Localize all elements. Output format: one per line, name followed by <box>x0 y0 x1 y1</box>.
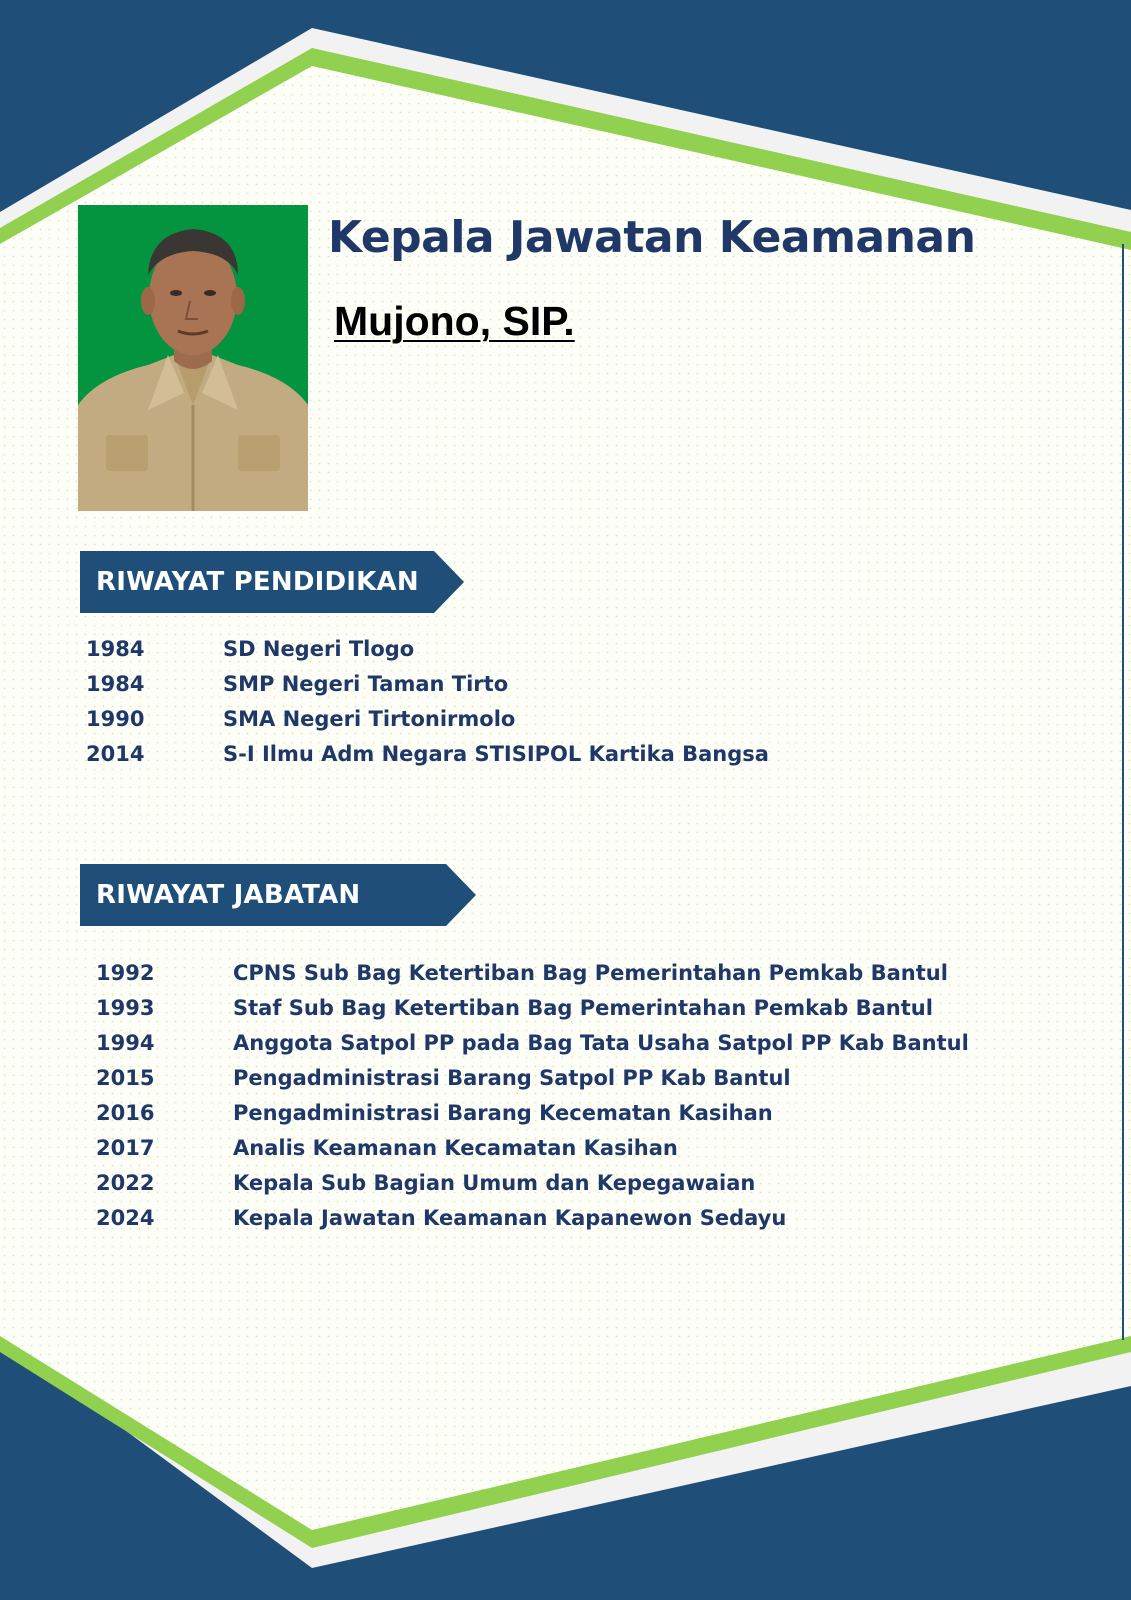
position-year: 2016 <box>96 1101 155 1125</box>
list-item <box>86 702 769 737</box>
education-school: SMP Negeri Taman Tirto <box>223 672 509 696</box>
position-title: Kepala Jawatan Keamanan Kapanewon Sedayu <box>233 1206 787 1230</box>
list-item <box>86 737 769 772</box>
education-heading-banner <box>80 551 464 613</box>
list-item <box>96 1131 969 1166</box>
position-title: CPNS Sub Bag Ketertiban Bag Pemerintahan Pemkab Bantul <box>233 961 948 985</box>
position-year: 1994 <box>96 1031 155 1055</box>
education-year: 2014 <box>86 742 145 766</box>
education-heading: RIWAYAT PENDIDIKAN <box>96 567 419 597</box>
list-item <box>86 632 769 667</box>
position-year: 2024 <box>96 1206 155 1230</box>
list-item <box>96 1026 969 1061</box>
position-title: Anggota Satpol PP pada Bag Tata Usaha Satpol PP Kab Bantul <box>233 1031 969 1055</box>
education-year: 1984 <box>86 637 145 661</box>
list-item <box>96 1201 969 1236</box>
list-item <box>96 956 969 991</box>
list-item <box>96 1096 969 1131</box>
position-year: 1992 <box>96 961 155 985</box>
page-title: Kepala Jawatan Keamanan <box>328 212 976 263</box>
education-school: SD Negeri Tlogo <box>223 637 415 661</box>
education-school: S-I Ilmu Adm Negara STISIPOL Kartika Bangsa <box>223 742 769 766</box>
list-item <box>86 667 769 702</box>
position-title: Staf Sub Bag Ketertiban Bag Pemerintahan Pemkab Bantul <box>233 996 933 1020</box>
position-title: Analis Keamanan Kecamatan Kasihan <box>233 1136 678 1160</box>
position-title: Pengadministrasi Barang Kecematan Kasihan <box>233 1101 773 1125</box>
education-year: 1984 <box>86 672 145 696</box>
position-year: 1993 <box>96 996 155 1020</box>
person-name: Mujono, SIP. <box>334 298 575 344</box>
list-item <box>96 1166 969 1201</box>
education-year: 1990 <box>86 707 145 731</box>
positions-heading: RIWAYAT JABATAN <box>96 880 361 910</box>
position-year: 2017 <box>96 1136 155 1160</box>
position-year: 2015 <box>96 1066 155 1090</box>
education-list <box>86 632 769 772</box>
position-title: Kepala Sub Bagian Umum dan Kepegawaian <box>233 1171 756 1195</box>
person-portrait-icon <box>78 205 308 511</box>
education-school: SMA Negeri Tirtonirmolo <box>223 707 516 731</box>
list-item <box>96 991 969 1026</box>
list-item <box>96 1061 969 1096</box>
position-year: 2022 <box>96 1171 155 1195</box>
position-title: Pengadministrasi Barang Satpol PP Kab Bantul <box>233 1066 791 1090</box>
positions-list <box>96 956 969 1236</box>
profile-photo <box>78 205 308 511</box>
positions-heading-banner <box>80 864 476 926</box>
